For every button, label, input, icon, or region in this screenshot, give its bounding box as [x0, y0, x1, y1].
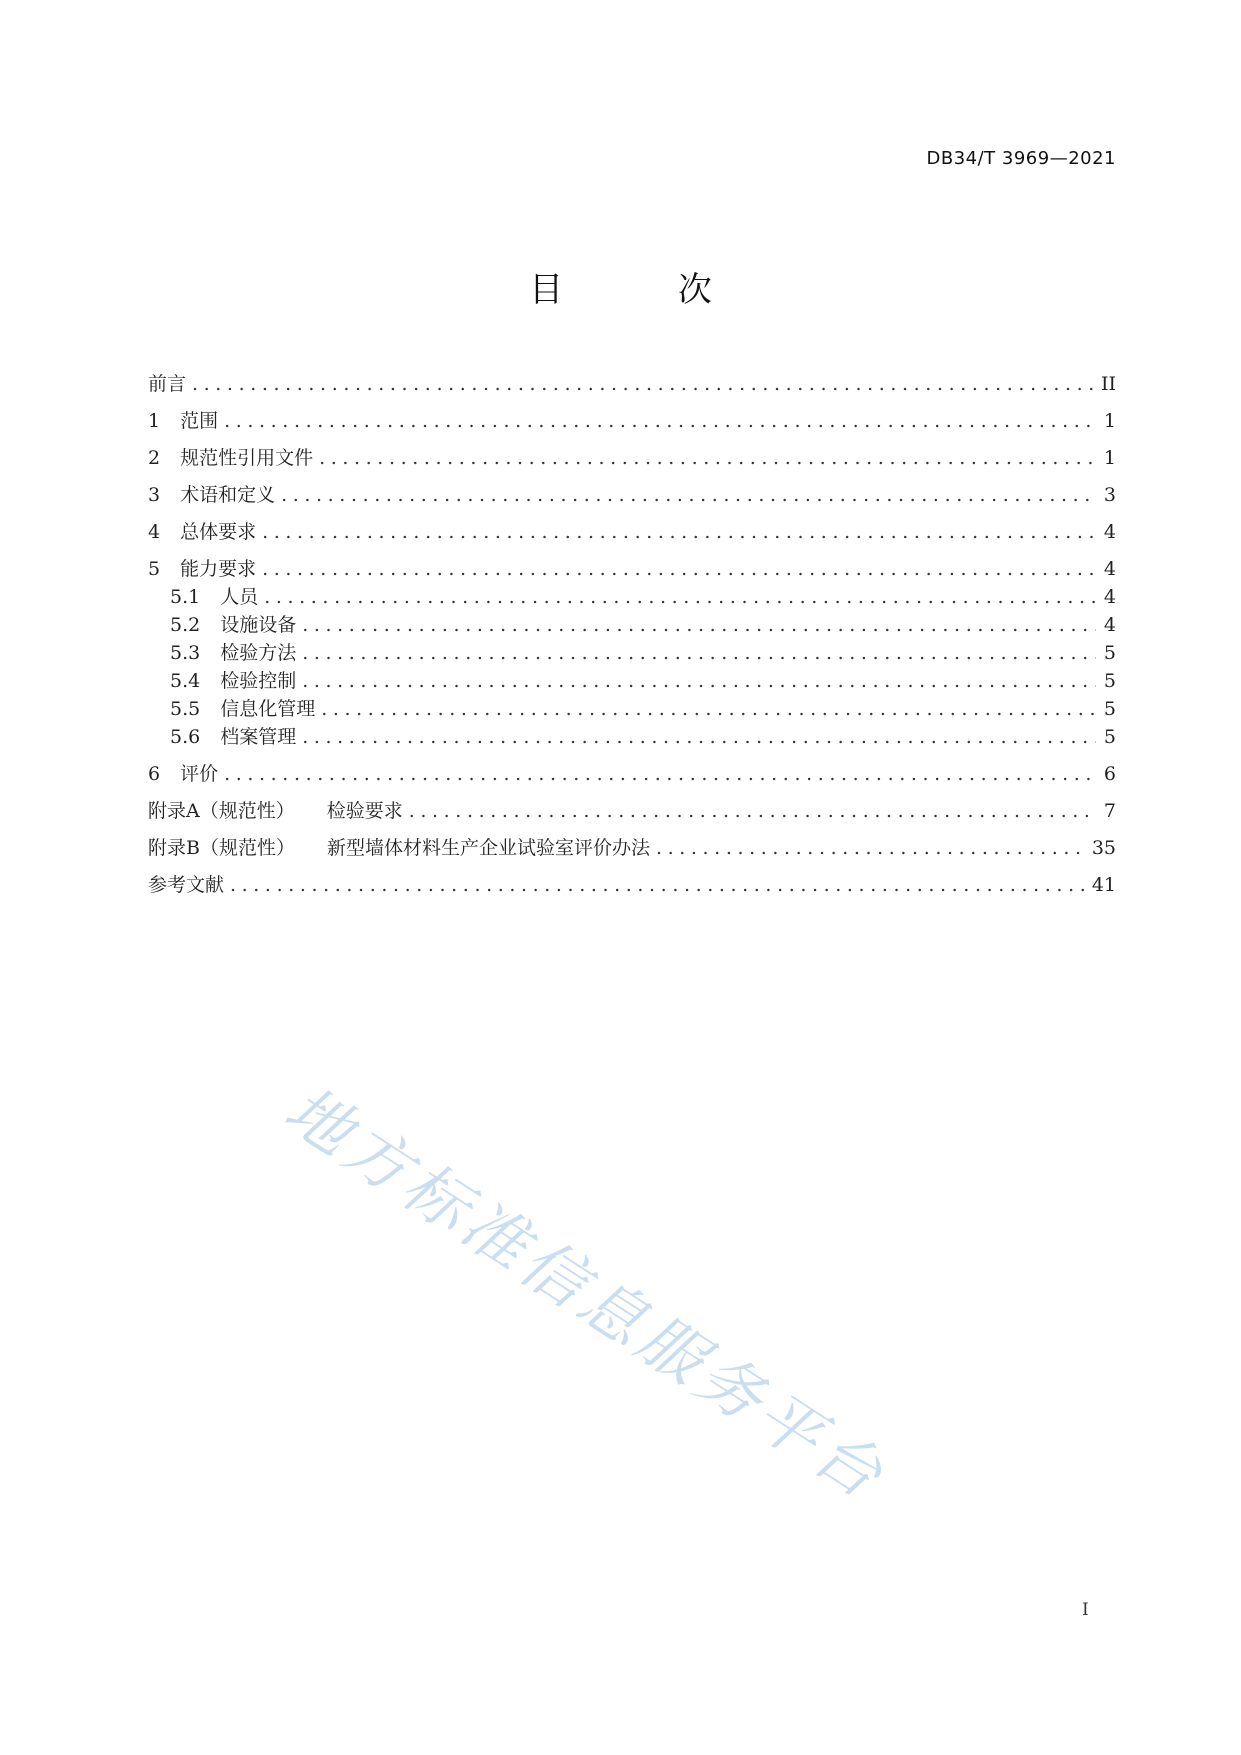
toc-entry-number: 5.3	[170, 642, 201, 664]
toc-entry-number: 5	[148, 558, 161, 580]
toc-leader-dots	[262, 557, 1096, 581]
toc-leader-dots	[224, 762, 1096, 786]
toc-entry-label: 参考文献	[148, 874, 225, 896]
page-number: I	[1082, 1600, 1089, 1620]
toc-entry-label: 术语和定义	[180, 484, 276, 506]
toc-leader-dots	[302, 669, 1096, 693]
toc-entry-label: 检验要求	[326, 800, 403, 822]
toc-leader-dots	[302, 641, 1096, 665]
toc-entry-page: 7	[1103, 800, 1116, 822]
toc-entry-page: II	[1100, 373, 1116, 395]
toc-entry-number: 3	[148, 484, 161, 506]
toc-entry[interactable]	[148, 725, 1116, 749]
toc-entry-label: 信息化管理	[220, 698, 316, 720]
toc-entry[interactable]	[148, 873, 1116, 897]
toc-entry-page: 5	[1103, 670, 1116, 692]
toc-entry-number: 4	[148, 521, 161, 543]
toc-leader-dots	[409, 799, 1096, 823]
toc-entry[interactable]	[148, 557, 1116, 581]
toc-entry[interactable]	[148, 409, 1116, 433]
toc-entry-page: 35	[1091, 837, 1116, 859]
watermark: 地方标准信息服务平台	[271, 1072, 899, 1516]
toc-entry-label: 档案管理	[220, 726, 297, 748]
toc-leader-dots	[224, 409, 1096, 433]
toc-leader-dots	[262, 520, 1096, 544]
toc-entry-page: 5	[1103, 726, 1116, 748]
toc-entry-page: 6	[1103, 763, 1116, 785]
toc-leader-dots	[319, 446, 1096, 470]
toc-entry-label: 人员	[220, 586, 259, 608]
toc-leader-dots	[264, 585, 1096, 609]
toc-entry[interactable]	[148, 613, 1116, 637]
toc-entry-number: 1	[148, 410, 161, 432]
toc-leader-dots	[230, 873, 1086, 897]
toc-entry[interactable]	[148, 483, 1116, 507]
toc-entry-page: 3	[1103, 484, 1116, 506]
toc-entry[interactable]	[148, 520, 1116, 544]
toc-entry[interactable]	[148, 585, 1116, 609]
document-code: DB34/T 3969—2021	[926, 148, 1116, 169]
toc-entry[interactable]	[148, 446, 1116, 470]
toc-leader-dots	[302, 725, 1096, 749]
toc-entry-number: 附录B（规范性）	[148, 837, 295, 859]
toc-entry-number: 5.1	[170, 586, 201, 608]
toc-entry-label: 设施设备	[220, 614, 297, 636]
toc-leader-dots	[321, 697, 1096, 721]
toc-entry-label: 规范性引用文件	[180, 447, 314, 469]
toc-entry-label: 检验控制	[220, 670, 297, 692]
toc-entry-page: 4	[1103, 558, 1116, 580]
toc-entry-number: 5.6	[170, 726, 201, 748]
toc-entry-number: 2	[148, 447, 161, 469]
toc-entry-page: 41	[1091, 874, 1116, 896]
toc-entry-page: 1	[1103, 410, 1116, 432]
toc-entry[interactable]	[148, 669, 1116, 693]
toc-entry-page: 5	[1103, 642, 1116, 664]
toc-entry[interactable]	[148, 762, 1116, 786]
toc-entry-number: 5.4	[170, 670, 201, 692]
toc-leader-dots	[656, 836, 1086, 860]
page-title: 目 次	[529, 270, 764, 310]
toc-entry[interactable]	[148, 697, 1116, 721]
toc-entry-label: 前言	[148, 373, 187, 395]
toc-entry-number: 5.2	[170, 614, 201, 636]
toc-entry-number: 附录A（规范性）	[148, 800, 295, 822]
toc-entry[interactable]	[148, 372, 1116, 396]
toc-entry-page: 4	[1103, 586, 1116, 608]
toc-entry-label: 检验方法	[220, 642, 297, 664]
toc-entry-page: 4	[1103, 521, 1116, 543]
toc-entry-label: 评价	[180, 763, 219, 785]
toc-entry[interactable]	[148, 799, 1116, 823]
toc-leader-dots	[281, 483, 1096, 507]
toc-entry-label: 总体要求	[180, 521, 257, 543]
toc-entry-label: 新型墙体材料生产企业试验室评价办法	[326, 837, 650, 859]
toc-entry-page: 1	[1103, 447, 1116, 469]
toc-entry-label: 能力要求	[180, 558, 257, 580]
toc-entry-label: 范围	[180, 410, 219, 432]
toc-entry-number: 6	[148, 763, 161, 785]
table-of-contents	[148, 372, 1116, 897]
toc-entry-page: 4	[1103, 614, 1116, 636]
toc-leader-dots	[302, 613, 1096, 637]
toc-entry-number: 5.5	[170, 698, 201, 720]
toc-entry[interactable]	[148, 641, 1116, 665]
toc-leader-dots	[192, 372, 1095, 396]
toc-entry[interactable]	[148, 836, 1116, 860]
toc-entry-page: 5	[1103, 698, 1116, 720]
